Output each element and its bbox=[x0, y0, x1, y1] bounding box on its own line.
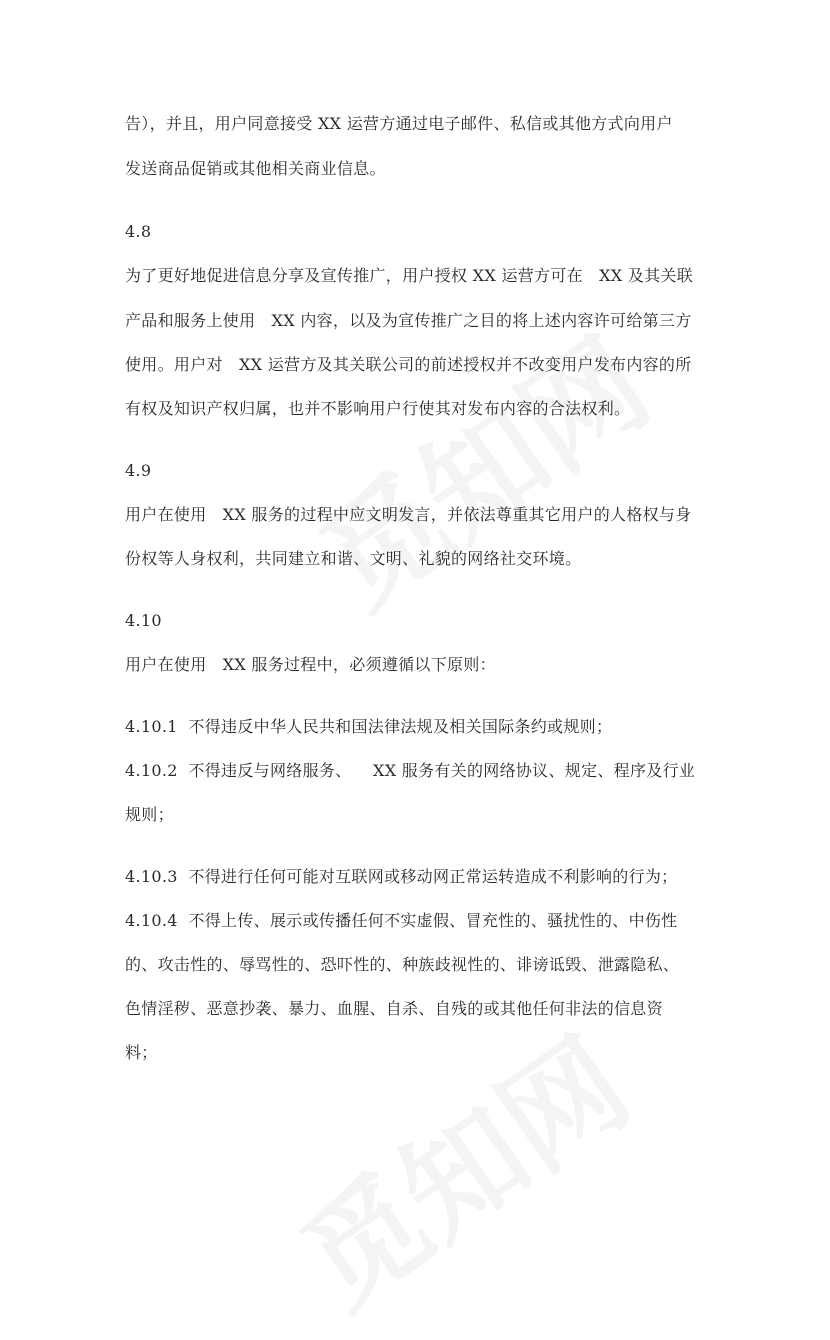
text-line: 用户在使用 XX 服务过程中，必须遵循以下原则： bbox=[125, 655, 496, 674]
text-line: 4.10.4 不得上传、展示或传播任何不实虚假、冒充性的、骚扰性的、中伤性 bbox=[125, 911, 678, 930]
text-line: 用户在使用 XX 服务的过程中应文明发言，并依法尊重其它用户的人格权与身 bbox=[125, 505, 692, 524]
text-line: 有权及知识产权归属，也并不影响用户行使其对发布内容的合法权利。 bbox=[125, 399, 631, 418]
text-line: 告），并且，用户同意接受 XX 运营方通过电子邮件、私信或其他方式向用户 bbox=[125, 114, 673, 133]
text-line: 为了更好地促进信息分享及宣传推广，用户授权 XX 运营方可在 XX 及其关联 bbox=[125, 266, 694, 285]
text-line: 规则； bbox=[125, 805, 174, 824]
text-line: 的、攻击性的、辱骂性的、恐吓性的、种族歧视性的、诽谤诋毁、泄露隐私、 bbox=[125, 955, 680, 974]
text-line: 使用。用户对 XX 运营方及其关联公司的前述授权并不改变用户发布内容的所 bbox=[125, 355, 692, 374]
section-number: 4.10 bbox=[125, 611, 162, 630]
section-number: 4.9 bbox=[125, 461, 152, 480]
text-line: 料； bbox=[125, 1043, 158, 1062]
text-line: 色情淫秽、恶意抄袭、暴力、血腥、自杀、自残的或其他任何非法的信息资 bbox=[125, 999, 663, 1018]
section-number: 4.8 bbox=[125, 222, 152, 241]
text-line: 产品和服务上使用 XX 内容，以及为宣传推广之目的将上述内容许可给第三方 bbox=[125, 311, 692, 330]
text-line: 发送商品促销或其他相关商业信息。 bbox=[125, 159, 386, 178]
watermark-1 bbox=[283, 292, 677, 639]
text-line: 份权等人身权利，共同建立和谐、文明、礼貌的网络社交环境。 bbox=[125, 549, 582, 568]
watermark-2 bbox=[263, 992, 657, 1339]
text-line: 4.10.1 不得违反中华人民共和国法律法规及相关国际条约或规则； bbox=[125, 717, 613, 736]
text-line: 4.10.3 不得进行任何可能对互联网或移动网正常运转造成不利影响的行为； bbox=[125, 867, 678, 886]
text-line: 4.10.2 不得违反与网络服务、 XX 服务有关的网络协议、规定、程序及行业 bbox=[125, 761, 696, 780]
